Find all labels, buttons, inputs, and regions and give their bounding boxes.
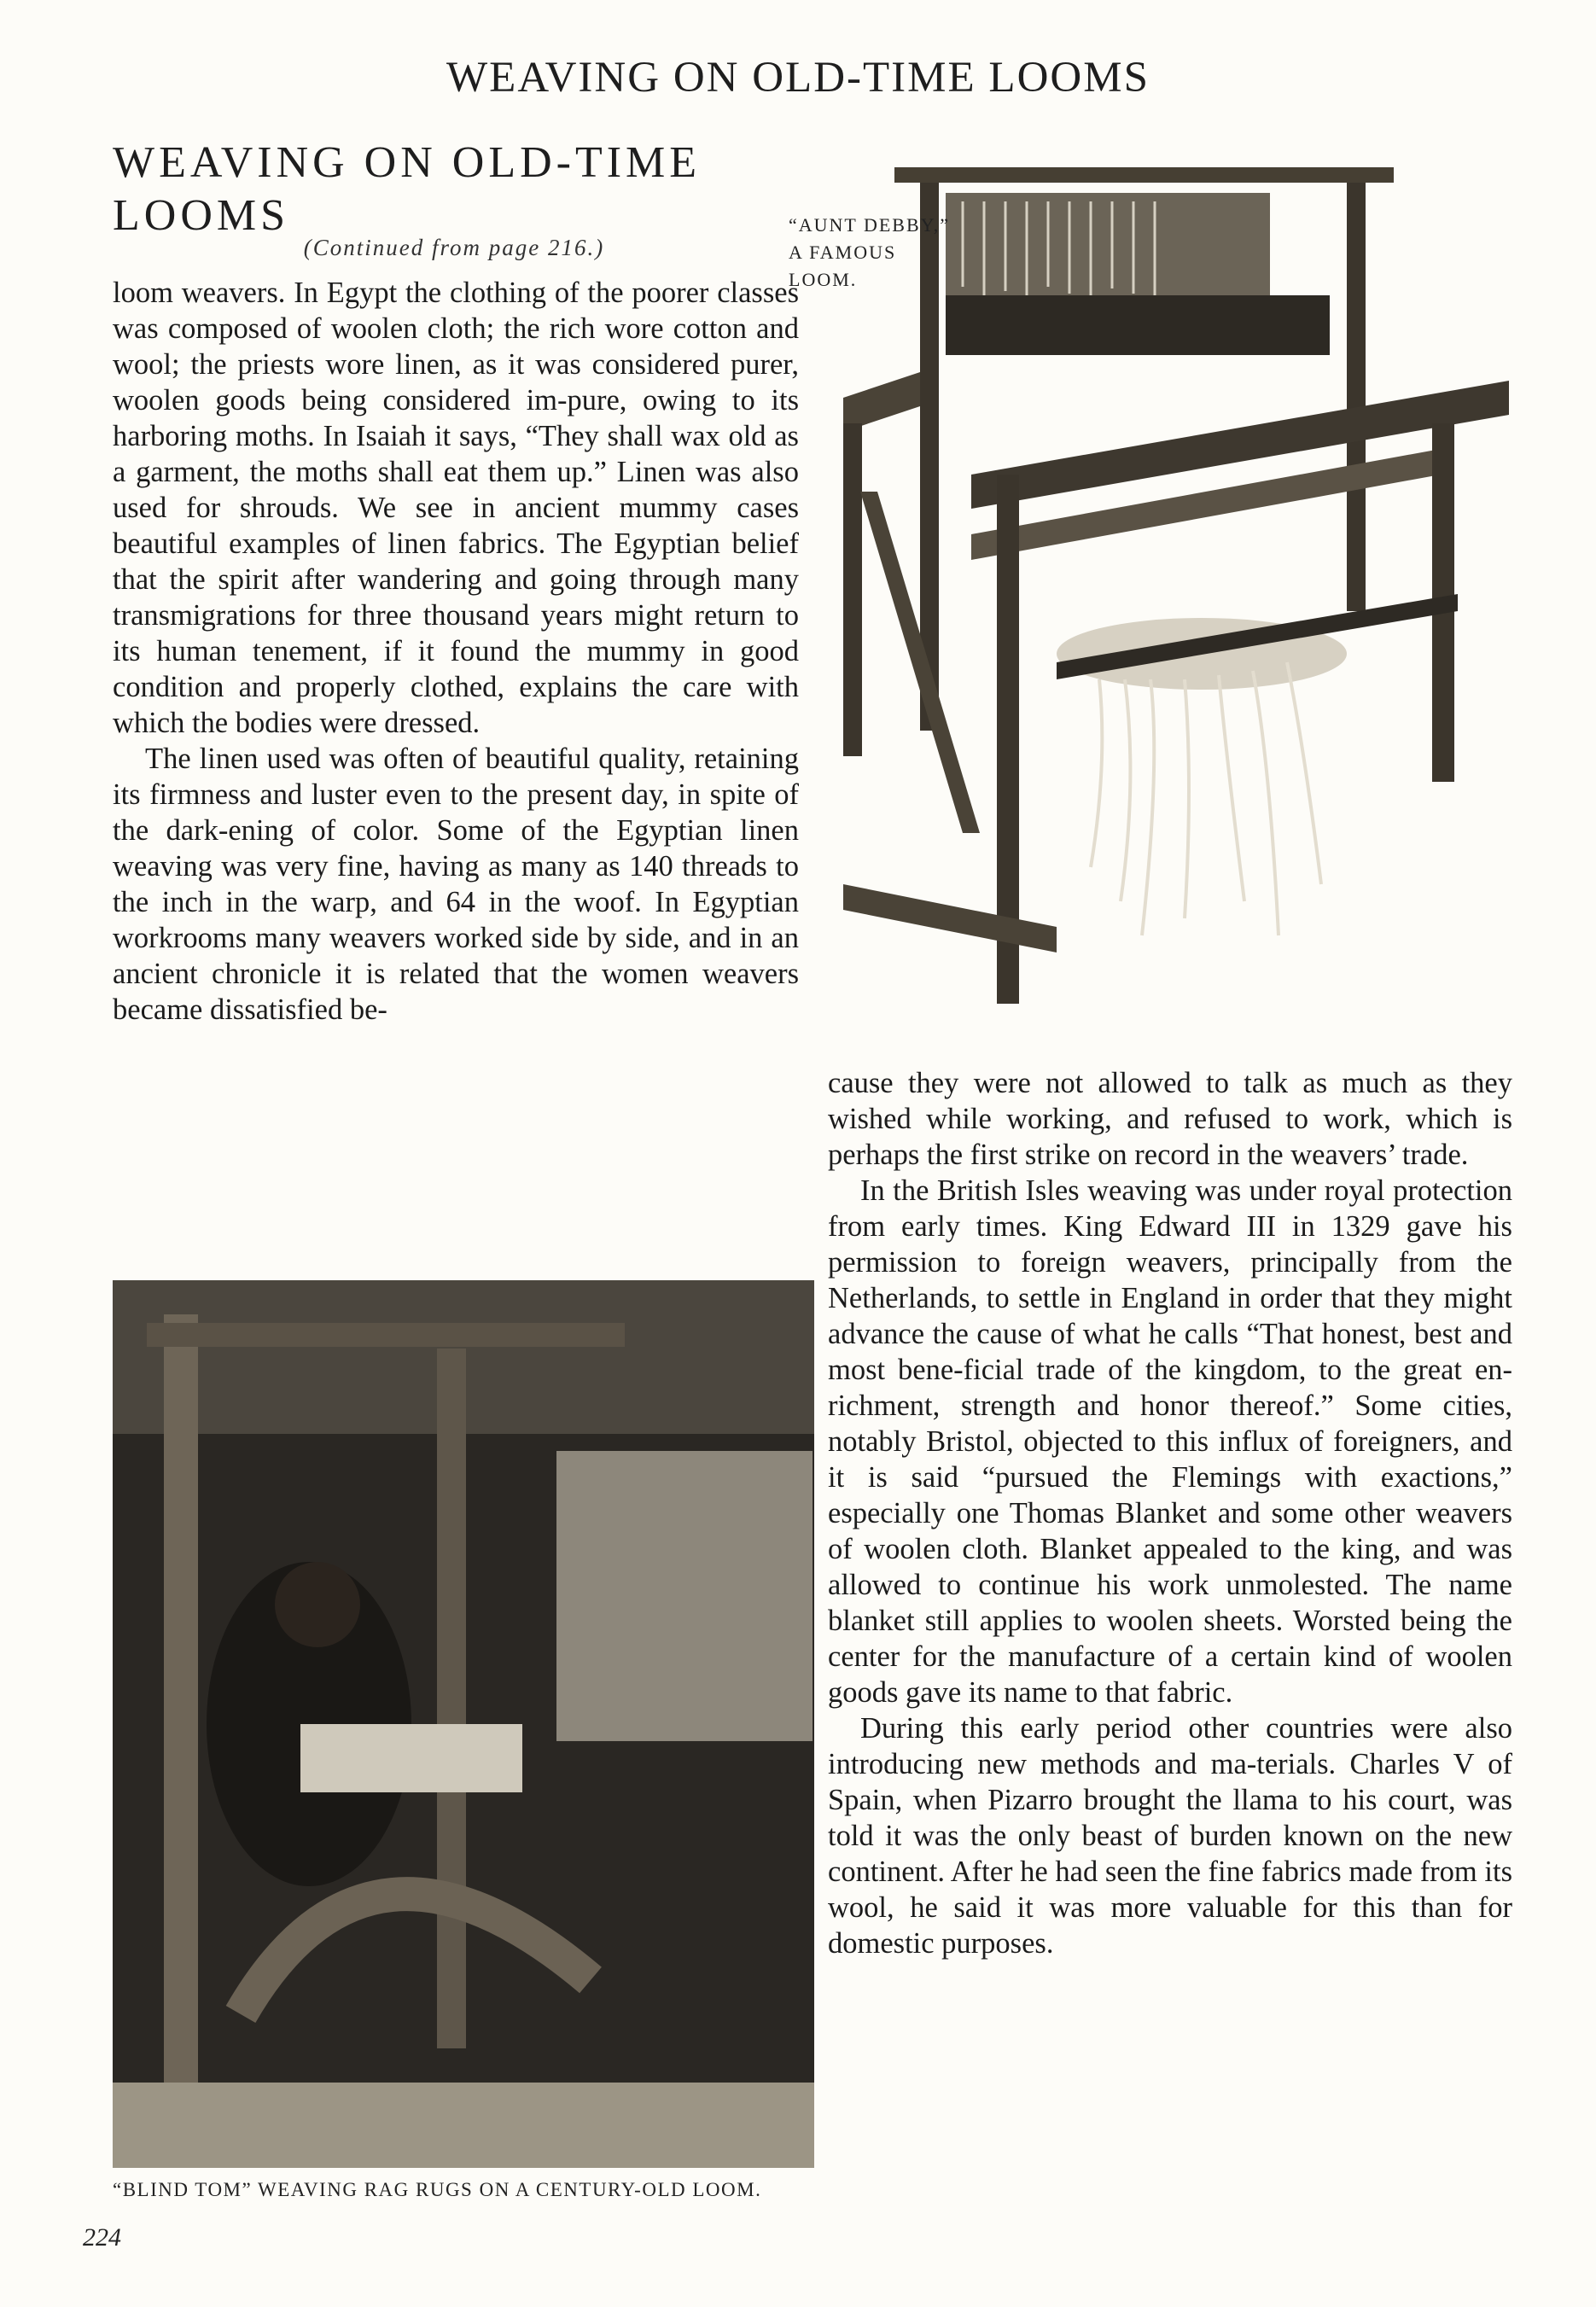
paragraph: loom weavers. In Egypt the clothing of the poorer classes was composed of woolen cloth; the rich wore cotton and wool; the priests wore linen, as it was considered purer, woolen goods being considered im-pure, owing to its harboring moths. In Isaiah it says, “They shall wax old as a garment, the moths shall eat them up.” Linen was also used for shrouds. We see in ancient mummy cases beautiful examples of linen fabrics. The Egyptian belief that the spirit after wandering and going through many transmigrations for three thousand years might return to its human tenement, if it found the mummy in good condition and properly clothed, explains the care with which the bodies were dressed. bbox=[113, 277, 799, 739]
continued-note: (Continued from page 216.) bbox=[303, 235, 605, 260]
left-column-text bbox=[113, 275, 799, 1028]
aunt-debby-loom-photo bbox=[843, 167, 1517, 1063]
blind-tom-weaving-photo bbox=[113, 1280, 814, 2168]
weaver-illustration bbox=[113, 1280, 814, 2168]
paragraph: During this early period other countries were also introducing new methods and ma-terials. Charles V of Spain, when Pizarro brought the llama to his court, was told it was the only beast of burden known on the new continent. After he had seen the fine fabrics made from its wool, he said it was more valuable for this than for domestic purposes. bbox=[828, 1712, 1512, 1960]
blind-tom-caption: “BLIND TOM” WEAVING RAG RUGS ON A CENTURY-OLD LOOM. bbox=[113, 2179, 762, 2200]
article-title: WEAVING ON OLD-TIME LOOMS bbox=[113, 138, 702, 240]
paragraph: In the British Isles weaving was under royal protection from early times. King Edward III in 1329 gave his permission to foreign weavers, principally from the Netherlands, to settle in England in order that they might advance the cause of what he calls “That honest, best and most bene-ficial trade of the kingdom, to the great en-richment, strength and honor thereof.” Some cities, notably Bristol, objected to this influx of foreigners, and it is said “pursued the Flemings with exactions,” especially one Thomas Blanket and some other weavers of woolen cloth. Blanket appealed to the king, and was allowed to continue his work unmolested. The name blanket still applies to woolen sheets. Worsted being the center for the manufacture of a certain kind of woolen goods gave its name to that fabric. bbox=[828, 1174, 1512, 1709]
right-column-text bbox=[828, 1065, 1512, 1961]
loom-illustration bbox=[843, 167, 1517, 1063]
paragraph: cause they were not allowed to talk as much as they wished while working, and refused to work, which is perhaps the first strike on record in the weavers’ trade. bbox=[828, 1067, 1512, 1171]
page-number: 224 bbox=[83, 2223, 121, 2252]
paragraph: The linen used was often of beautiful quality, retaining its firmness and luster even to the present day, in spite of the dark-ening of color. Some of the Egyptian linen weaving was very fine, having as many as 140 threads to the inch in the warp, and 64 in the woof. In Egyptian workrooms many weavers worked side by side, and in an ancient chronicle it is related that the women weavers became dissatisfied be- bbox=[113, 743, 799, 1026]
loom-caption: “AUNT DEBBY,” A FAMOUS LOOM. bbox=[789, 214, 950, 290]
running-header: WEAVING ON OLD-TIME LOOMS bbox=[446, 54, 1150, 102]
